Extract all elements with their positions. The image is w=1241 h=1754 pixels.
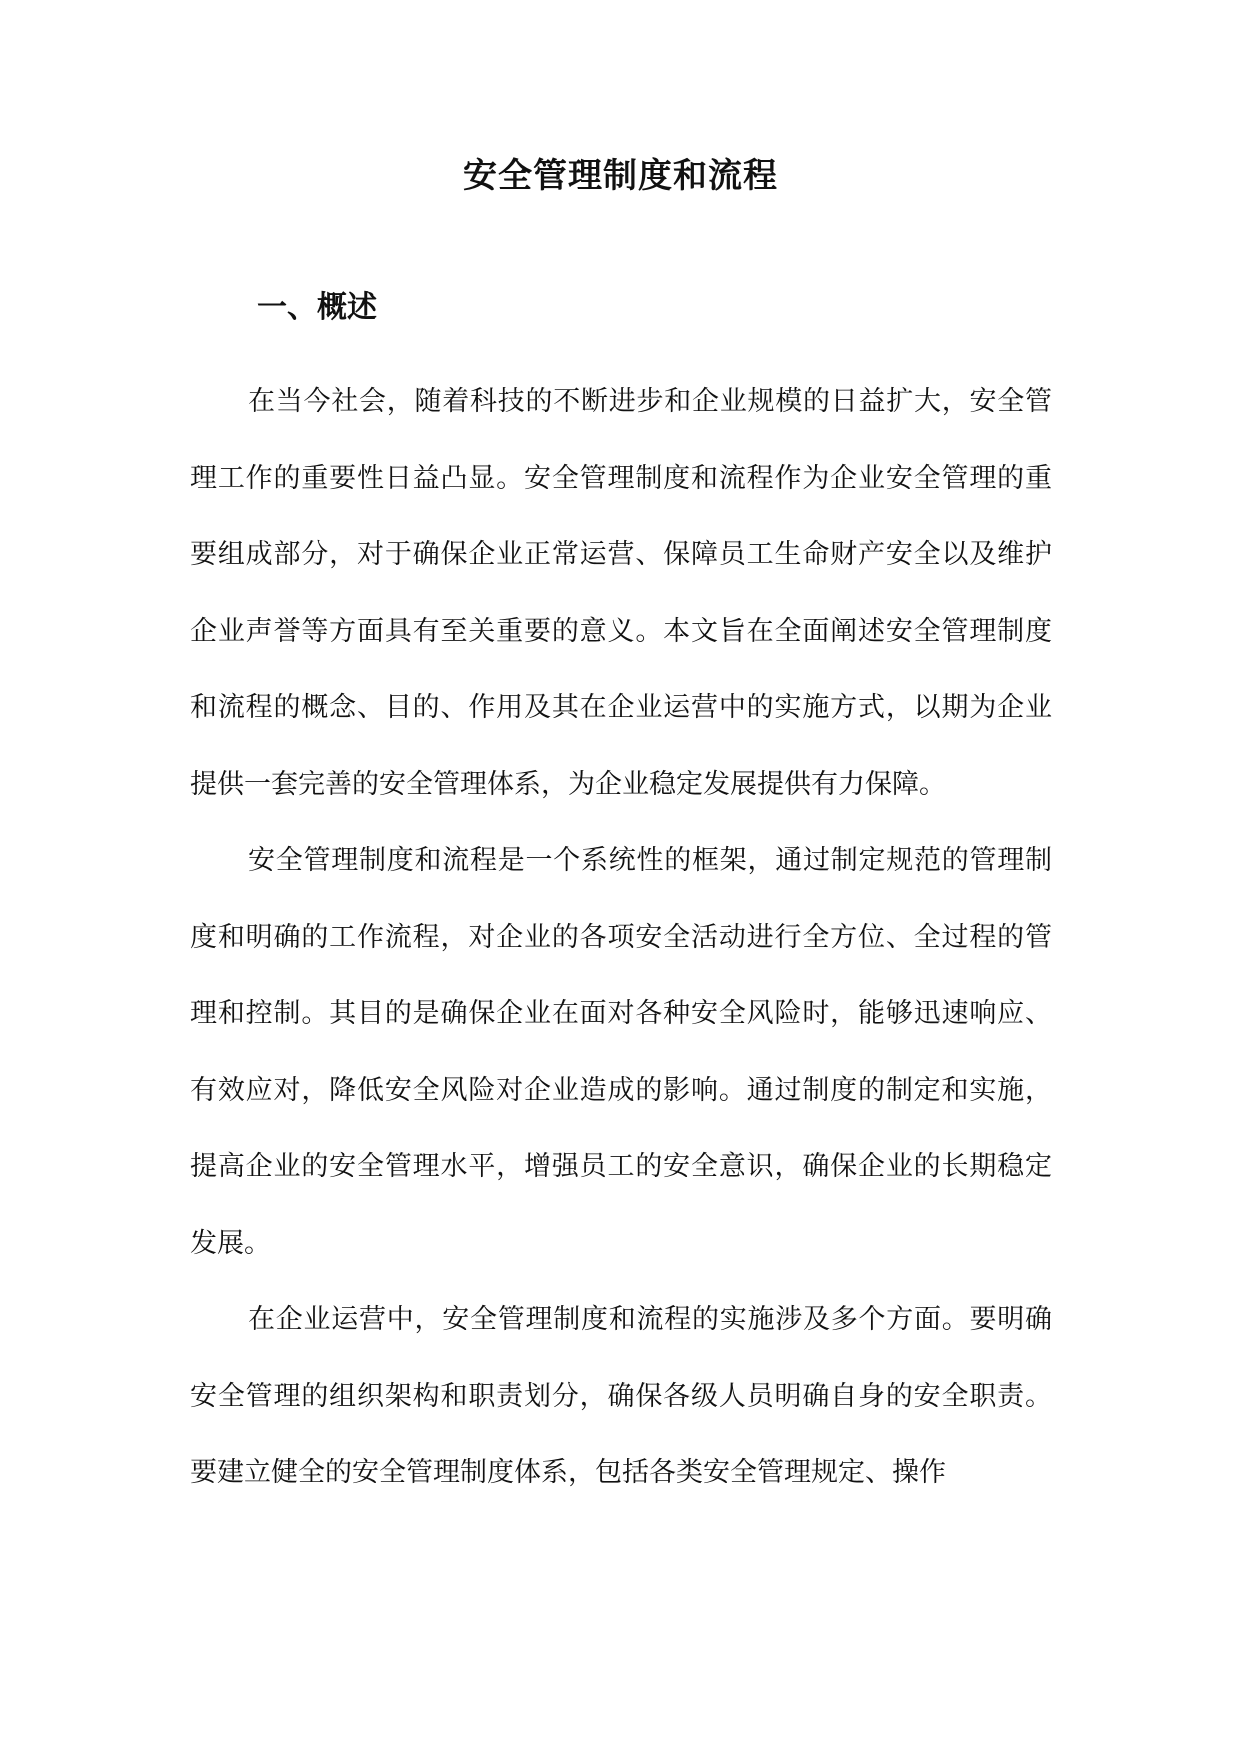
paragraph-2: 安全管理制度和流程是一个系统性的框架，通过制定规范的管理制度和明确的工作流程，对企业的各项安全活动进行全方位、全过程的管理和控制。其目的是确保企业在面对各种安全风险时，能够迅速响应、有效应对，降低安全风险对企业造成的影响。通过制度的制定和实施，提高企业的安全管理水平，增强员工的安全意识，确保企业的长期稳定发展。 xyxy=(190,845,1052,1259)
paragraph-3: 在企业运营中，安全管理制度和流程的实施涉及多个方面。要明确安全管理的组织架构和职责划分，确保各级人员明确自身的安全职责。要建立健全的安全管理制度体系，包括各类安全管理规定、操作 xyxy=(190,1304,1052,1488)
section-heading: 一、概述 xyxy=(257,290,377,325)
document-title: 安全管理制度和流程 xyxy=(463,156,778,196)
document-body xyxy=(190,364,1052,1512)
paragraph-1: 在当今社会，随着科技的不断进步和企业规模的日益扩大，安全管理工作的重要性日益凸显。安全管理制度和流程作为企业安全管理的重要组成部分，对于确保企业正常运营、保障员工生命财产安全以及维护企业声誉等方面具有至关重要的意义。本文旨在全面阐述安全管理制度和流程的概念、目的、作用及其在企业运营中的实施方式，以期为企业提供一套完善的安全管理体系，为企业稳定发展提供有力保障。 xyxy=(190,386,1052,800)
